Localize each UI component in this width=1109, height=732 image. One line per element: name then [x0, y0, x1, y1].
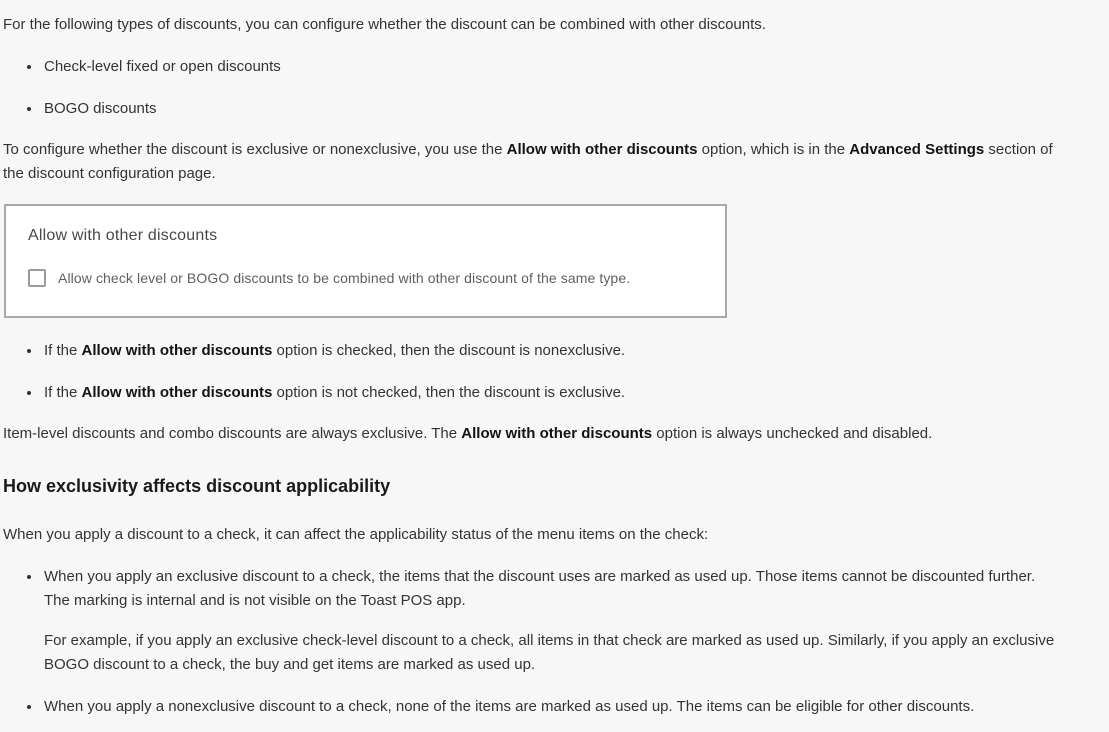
- bold-allow-with-other-discounts: Allow with other discounts: [461, 425, 653, 442]
- screenshot-allow-with-other-discounts: [4, 204, 727, 318]
- text-run: If the: [44, 384, 82, 401]
- section-heading: How exclusivity affects discount applicability: [3, 476, 391, 496]
- text-run: For the following types of discounts, you can configure whether the discount can be combined with other discounts.: [3, 16, 766, 33]
- discount-types-list: [3, 54, 1063, 121]
- example-paragraph: [44, 629, 1063, 677]
- exclusivity-rules-list: [3, 338, 1063, 405]
- bold-allow-with-other-discounts: Allow with other discounts: [81, 342, 273, 359]
- text-run: When you apply an exclusive discount to a check, the items that the discount uses are marked as used up. Those items cannot be discounted further. The marking is internal and is not visible on the Toast POS app.: [44, 568, 1036, 609]
- paragraph-configure: [3, 138, 1063, 186]
- screenshot-setting-title: Allow with other discounts: [28, 227, 218, 244]
- checkbox-row: [28, 268, 701, 288]
- bold-allow-with-other-discounts: Allow with other discounts: [506, 141, 698, 158]
- text-run: When you apply a discount to a check, it can affect the applicability status of the menu items on the check:: [3, 526, 709, 543]
- applicability-list: [3, 564, 1063, 719]
- text-run: Item-level discounts and combo discounts are always exclusive. The: [3, 425, 462, 442]
- text-run: option is not checked, then the discount is exclusive.: [272, 384, 626, 401]
- checkbox-label: Allow check level or BOGO discounts to be combined with other discount of the same type.: [58, 270, 631, 286]
- list-item: [42, 694, 1063, 719]
- list-item: [42, 564, 1063, 677]
- text-run: For example, if you apply an exclusive check-level discount to a check, all items in that check are marked as used up. Similarly, if you apply an exclusive BOGO discount to a check, the buy and get items are marked as used up.: [44, 632, 1055, 673]
- text-run: When you apply a nonexclusive discount to a check, none of the items are marked as used up. The items can be eligible for other discounts.: [44, 698, 975, 715]
- list-item: [42, 380, 1063, 405]
- text-run: Check-level fixed or open discounts: [44, 58, 281, 75]
- paragraph-apply-intro: [3, 523, 1063, 547]
- text-run: To configure whether the discount is exclusive or nonexclusive, you use the: [3, 141, 507, 158]
- paragraph-intro: [3, 13, 1063, 37]
- list-item: [42, 54, 1063, 79]
- list-item: [42, 96, 1063, 121]
- text-run: option is always unchecked and disabled.: [652, 425, 933, 442]
- allow-with-other-discounts-checkbox: [28, 269, 46, 287]
- text-run: BOGO discounts: [44, 100, 157, 117]
- list-item: [42, 338, 1063, 363]
- text-run: If the: [44, 342, 82, 359]
- text-run: option is checked, then the discount is nonexclusive.: [272, 342, 626, 359]
- text-run: option, which is in the: [697, 141, 850, 158]
- bold-advanced-settings: Advanced Settings: [849, 141, 985, 158]
- bold-allow-with-other-discounts: Allow with other discounts: [81, 384, 273, 401]
- text-run: section of the discount configuration page.: [3, 141, 1053, 182]
- paragraph-item-level: [3, 422, 1063, 446]
